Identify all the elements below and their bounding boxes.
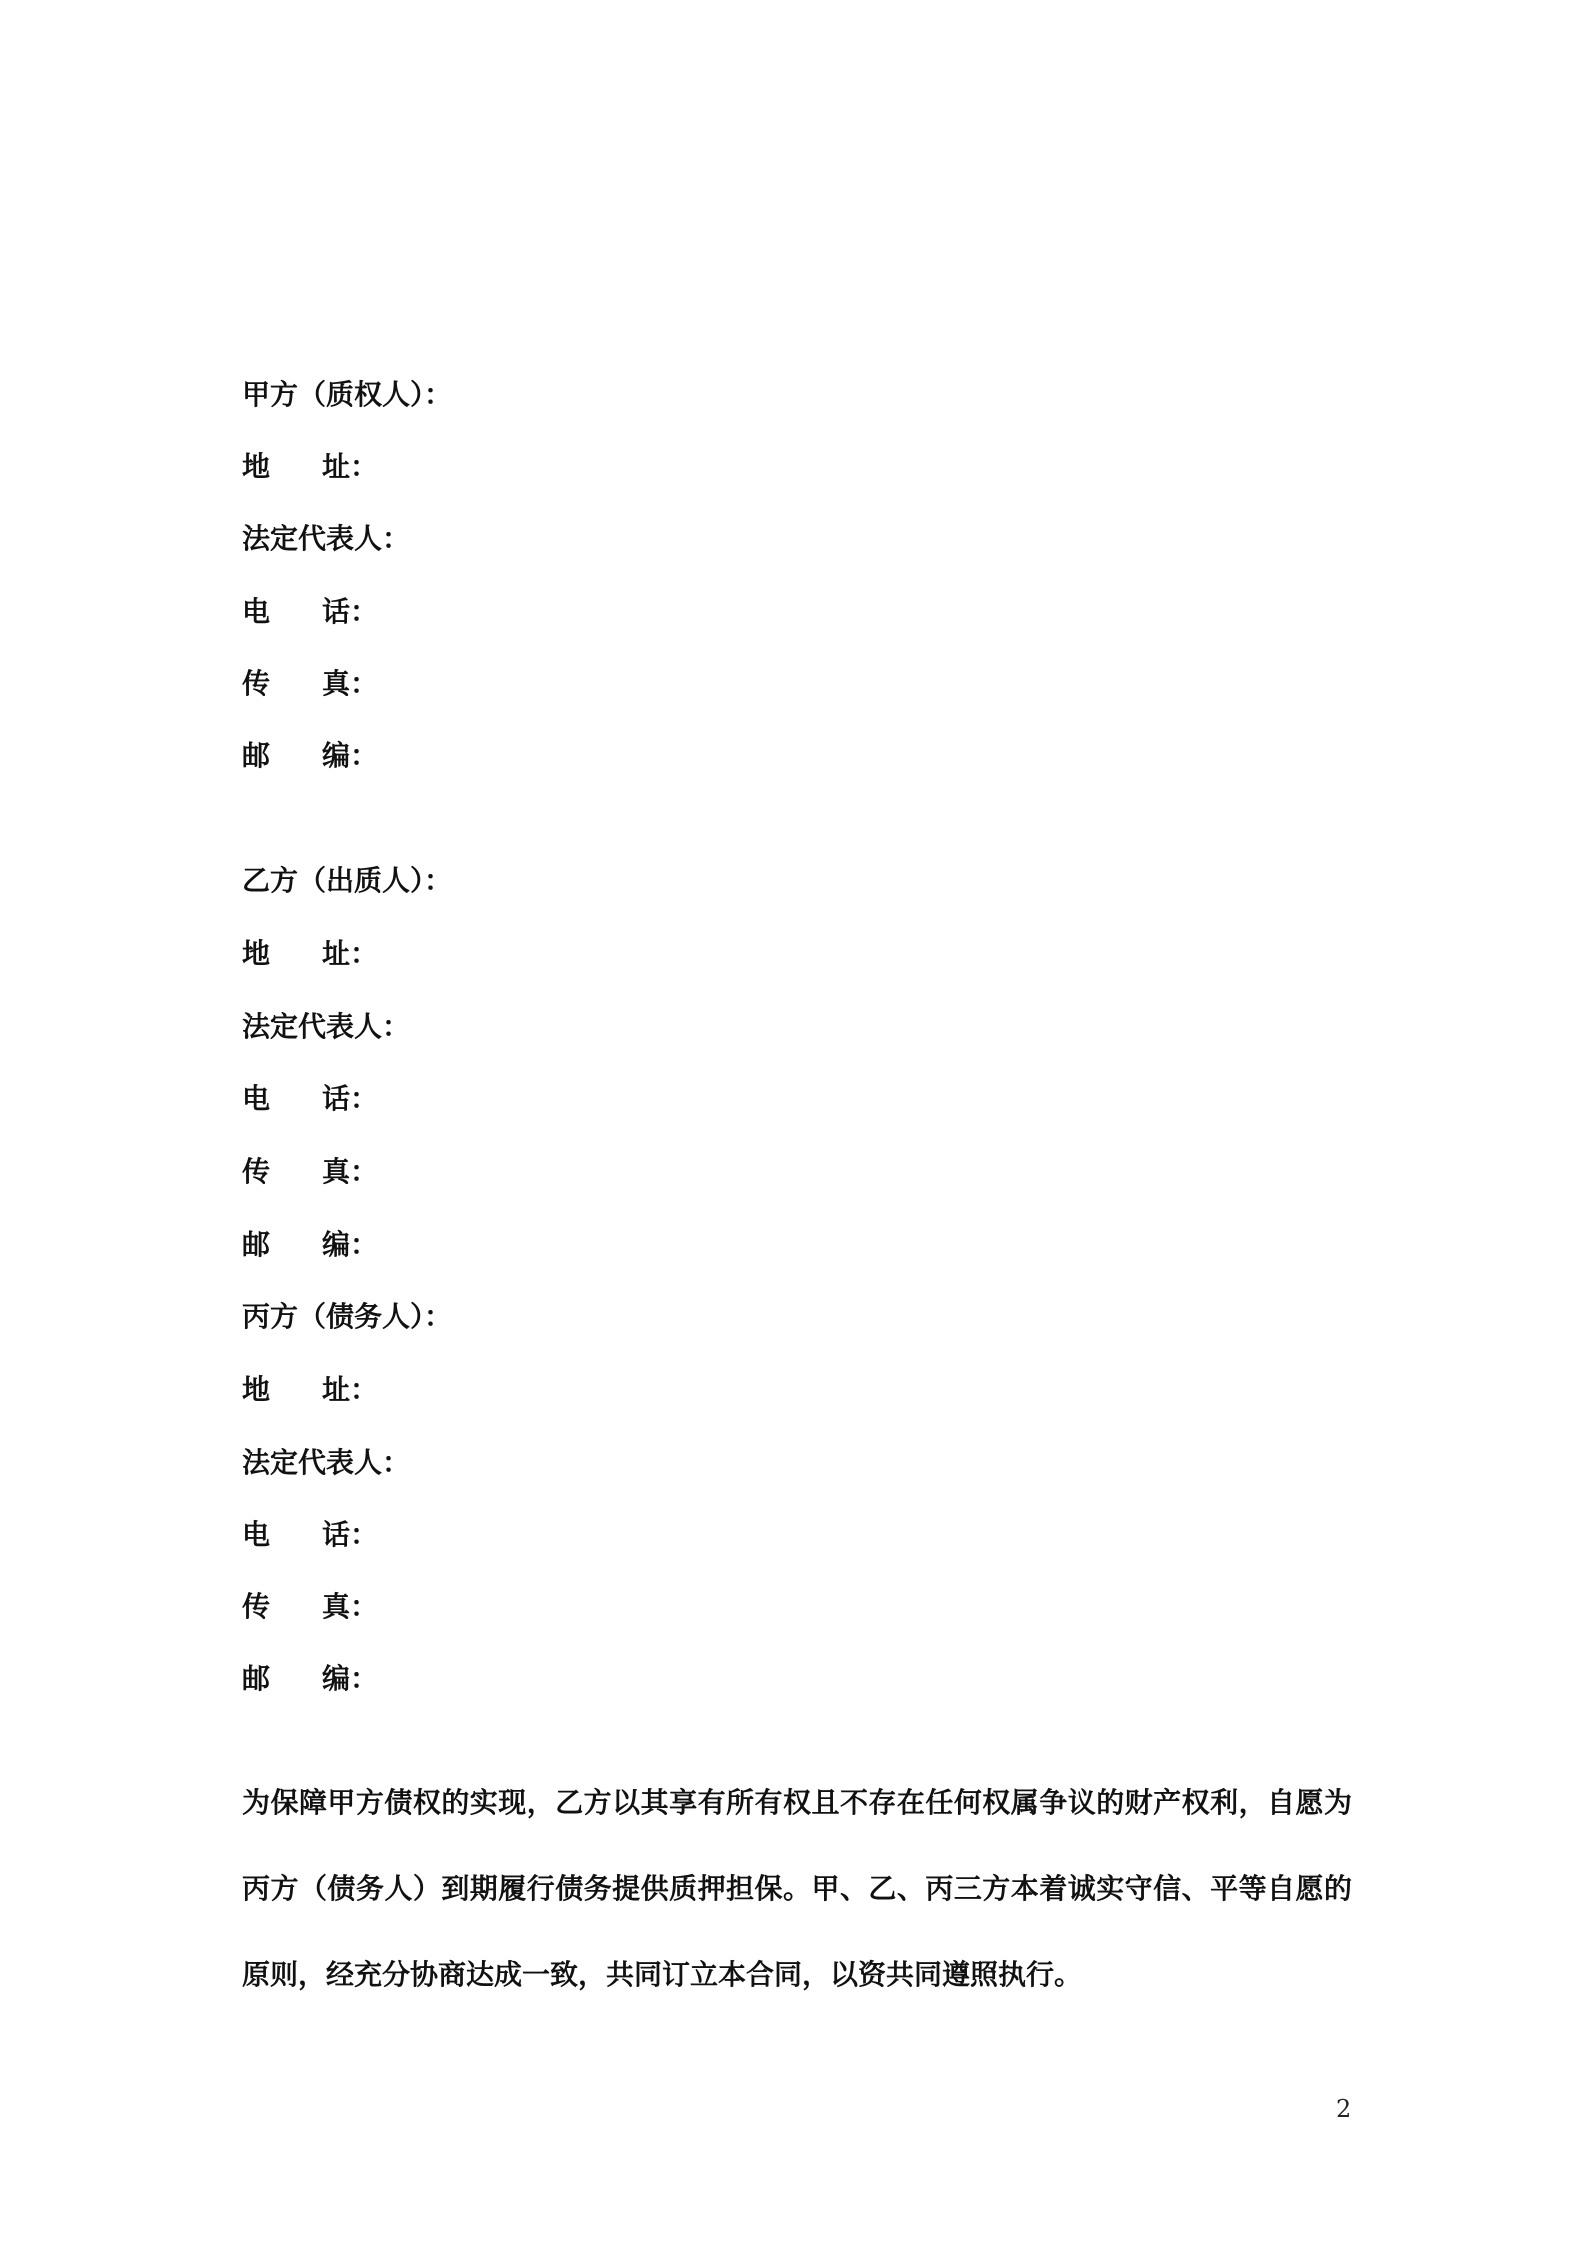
label-char: 地 bbox=[242, 450, 271, 483]
label-char: 传 bbox=[242, 667, 271, 700]
party-a-postcode-label bbox=[242, 739, 378, 773]
party-a-rep-label: 法定代表人： bbox=[242, 522, 411, 555]
party-b-phone-label bbox=[242, 1082, 378, 1116]
colon: ： bbox=[350, 1590, 379, 1623]
label-char: 地 bbox=[242, 937, 271, 970]
party-a-phone-label bbox=[242, 595, 378, 629]
label-char: 编 bbox=[321, 739, 350, 772]
party-a-address-label bbox=[242, 450, 378, 484]
label-char: 址 bbox=[321, 1373, 350, 1406]
label-char: 真 bbox=[321, 667, 350, 700]
label-char: 话 bbox=[321, 1518, 350, 1551]
colon: ： bbox=[350, 1082, 379, 1115]
party-c-address-label bbox=[242, 1373, 378, 1407]
label-char: 邮 bbox=[242, 1662, 271, 1695]
page-number: 2 bbox=[1336, 2095, 1352, 2123]
label-char: 邮 bbox=[242, 739, 271, 772]
label-char: 电 bbox=[242, 1082, 271, 1115]
label-char: 真 bbox=[321, 1590, 350, 1623]
label-char: 邮 bbox=[242, 1228, 271, 1261]
preamble-paragraph: 为保障甲方债权的实现，乙方以其享有所有权且不存在任何权属争议的财产权利，自愿为丙方（债务人）到期履行债务提供质押担保。甲、乙、丙三方本着诚实守信、平等自愿的原则，经充分协商达成一致，共同订立本合同，以资共同遵照执行。 bbox=[242, 1786, 1352, 1991]
colon: ： bbox=[350, 1518, 379, 1551]
label-char: 传 bbox=[242, 1155, 271, 1188]
party-b-postcode-label bbox=[242, 1228, 378, 1262]
party-c-postcode-label bbox=[242, 1662, 378, 1696]
party-c-fax-label bbox=[242, 1590, 378, 1624]
party-b-address-label bbox=[242, 937, 378, 971]
party-b-rep-label: 法定代表人： bbox=[242, 1010, 411, 1043]
colon: ： bbox=[350, 937, 379, 970]
label-char: 话 bbox=[321, 1082, 350, 1115]
label-char: 址 bbox=[321, 937, 350, 970]
colon: ： bbox=[350, 450, 379, 483]
colon: ： bbox=[350, 739, 379, 772]
party-c-phone-label bbox=[242, 1518, 378, 1552]
party-c-rep-label: 法定代表人： bbox=[242, 1446, 411, 1479]
colon: ： bbox=[350, 1155, 379, 1188]
colon: ： bbox=[350, 667, 379, 700]
label-char: 编 bbox=[321, 1228, 350, 1261]
colon: ： bbox=[350, 1373, 379, 1406]
label-char: 真 bbox=[321, 1155, 350, 1188]
colon: ： bbox=[350, 1662, 379, 1695]
colon: ： bbox=[350, 595, 379, 628]
label-char: 电 bbox=[242, 595, 271, 628]
label-char: 话 bbox=[321, 595, 350, 628]
label-char: 传 bbox=[242, 1590, 271, 1623]
party-b-fax-label bbox=[242, 1155, 378, 1189]
party-c-title: 丙方（债务人）： bbox=[242, 1300, 453, 1333]
colon: ： bbox=[350, 1228, 379, 1261]
label-char: 址 bbox=[321, 450, 350, 483]
party-a-fax-label bbox=[242, 667, 378, 701]
label-char: 地 bbox=[242, 1373, 271, 1406]
label-char: 电 bbox=[242, 1518, 271, 1551]
party-a-title: 甲方（质权人）： bbox=[242, 378, 453, 411]
party-b-title: 乙方（出质人）： bbox=[242, 864, 453, 897]
label-char: 编 bbox=[321, 1662, 350, 1695]
